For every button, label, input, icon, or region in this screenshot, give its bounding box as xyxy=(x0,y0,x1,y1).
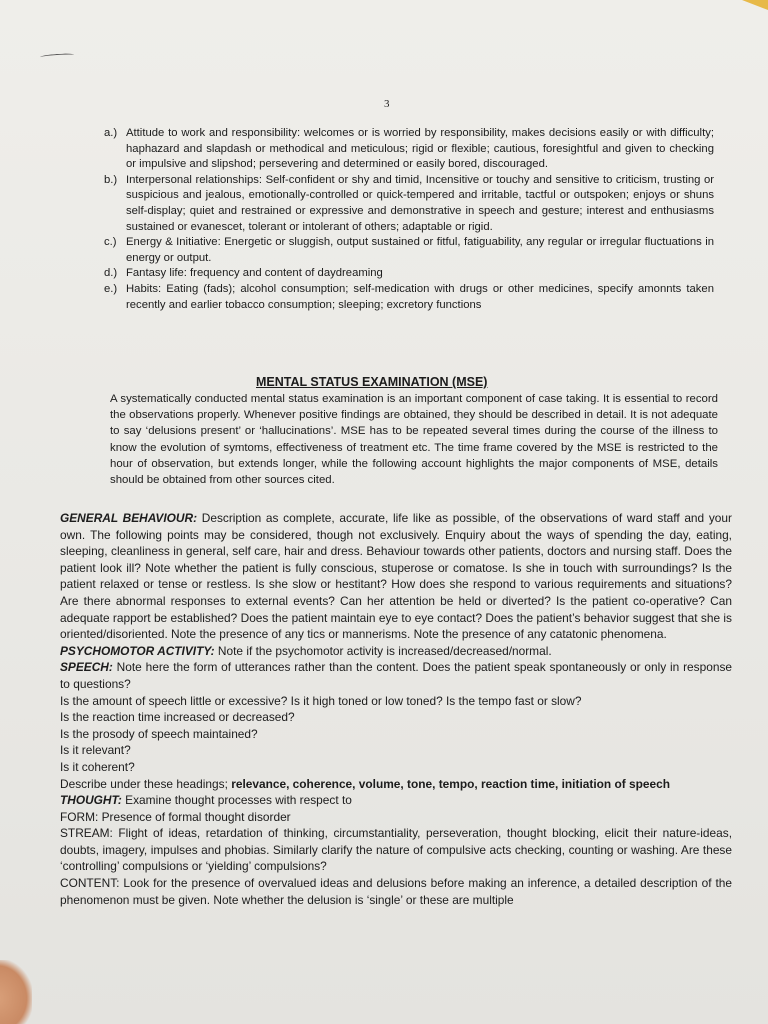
thought-text: Examine thought processes with respect to xyxy=(121,793,352,808)
general-behaviour-text: Description as complete, accurate, life like as possible, of the observations of ward staff and your own. The following points may be considered, though not exclusively. Enquiry about the ways of spending the day, eating, sleeping, cleanliness in general, self care, hair and dress. Behaviour towards other patients, doctors and nursing staff. Does the patient look ill? Note whether the patient is fully conscious, stuperose or comatose. Is she in touch with surroundings? Is the patient relaxed or tense or restless. Is she slow or hestitant? How does she respond to various requirements and situations? Are there abnormal responses to external events? Can her attention be held or diverted? Is the patient co-operative? Can adequate rapport be established? Does the patient maintain eye to eye contact? Does the patient’s behavior suggest that she is oriented/disoriented. Note the presence of any tics or mannerisms. Note the presence of any catatonic phenomena. xyxy=(60,511,732,642)
list-item-text: Energy & Initiative: Energetic or sluggish, output sustained or fitful, fatiguability, any regular or irregular fluctuations in energy or output. xyxy=(126,236,714,264)
section-title: MENTAL STATUS EXAMINATION (MSE) xyxy=(256,375,488,389)
corner-edge xyxy=(742,0,768,10)
list-marker: d.) xyxy=(104,267,118,280)
psychomotor-heading: PSYCHOMOTOR ACTIVITY: xyxy=(60,643,215,658)
speech-question: Is the reaction time increased or decreased? xyxy=(60,710,295,725)
list-item xyxy=(104,173,714,235)
list-item xyxy=(104,282,714,313)
thought-paragraph xyxy=(60,792,732,809)
list-item xyxy=(104,126,714,173)
list-marker: b.) xyxy=(104,173,118,186)
list-item-text: Attitude to work and responsibility: welcomes or is worried by responsibility, makes decisions easily or with difficulty; haphazard and slapdash or methodical and meticulous; rigid or flexible; cautious, foresightful and given to checking or impulsive and slipshod; persevering and determined or easily bored, discouraged. xyxy=(126,127,714,171)
thought-form: FORM: Presence of formal thought disorder xyxy=(60,809,291,824)
thought-heading: THOUGHT: xyxy=(60,793,122,808)
speech-question: Is the prosody of speech maintained? xyxy=(60,726,258,741)
list-item-text: Interpersonal relationships: Self-confident or shy and timid, Incensitive or touchy and sensitive to criticism, trusting or suspicious and jealous, emotionally-controlled or quick-tempered and irritable, tactful or outspoken; enjoys or shuns self-display; quiet and restrained or expressive and demonstrative in speech and gesture; interest and enthusiasms sustained or evanescet, tolerant or intolerant of others; adaptable or rigid. xyxy=(126,173,714,233)
pen-mark xyxy=(40,53,74,59)
list-marker: a.) xyxy=(104,127,118,139)
speech-describe-headings: relevance, coherence, volume, tone, tempo, reaction time, initiation of speech xyxy=(231,776,670,791)
mse-intro: A systematically conducted mental status examination is an important component of case taking. It is essential to record the observations properly. Whenever positive findings are obtained, they should be described in detail. It is not adequate to say ‘delusions present’ or ‘hallucinations’. MSE has to be repeated several times during the course of the illness to know the evolution of symtoms, effectiveness of treatment etc. The time frame covered by the MSE is restricted to the hour of observation, but extends longer, while the following account highlights the major components of MSE, details should be obtained from other sources cited. xyxy=(110,393,718,487)
speech-paragraph xyxy=(60,659,732,692)
page-number: 3 xyxy=(384,98,390,110)
speech-question: Is the amount of speech little or excessive? Is it high toned or low toned? Is the tempo fast or slow? xyxy=(60,693,582,708)
speech-question: Is it coherent? xyxy=(60,759,135,774)
general-behaviour-heading: GENERAL BEHAVIOUR: xyxy=(60,511,198,525)
general-behaviour-paragraph xyxy=(60,510,732,643)
list-item-text: Habits: Eating (fads); alcohol consumption; self-medication with drugs or other medicines, specify amonnts taken recently and earlier tobacco consumption; sleeping; excretory functions xyxy=(126,282,714,311)
speech-describe xyxy=(60,776,732,793)
speech-describe-prefix: Describe under these headings; xyxy=(60,776,232,791)
personality-list xyxy=(104,126,714,313)
list-marker: c.) xyxy=(104,236,117,249)
thought-content: CONTENT: Look for the presence of overvalued ideas and delusions before making an inference, a detailed description of the phenomenon must be given. Note whether the delusion is ‘single’ or these are multiple xyxy=(60,876,732,907)
list-marker: e.) xyxy=(104,282,118,295)
list-item xyxy=(104,266,714,282)
thought-stream: STREAM: Flight of ideas, retardation of thinking, circumstantiality, perseveration, thought blocking, elicit their nature-ideas, doubts, imagery, impulses and phobias. Similarly clarify the nature of compulsive acts checking, counting or washing. Are these ‘controlling’ compulsions or ‘yielding’ compulsions? xyxy=(60,826,732,874)
list-item xyxy=(104,235,714,266)
speech-text: Note here the form of utterances rather than the content. Does the patient speak spontaneously or only in response to questions? xyxy=(60,660,732,691)
mse-body xyxy=(60,510,732,908)
thumb-shadow xyxy=(0,960,32,1024)
list-item-text: Fantasy life: frequency and content of daydreaming xyxy=(126,267,383,280)
psychomotor-paragraph xyxy=(60,643,732,660)
psychomotor-text: Note if the psychomotor activity is increased/decreased/normal. xyxy=(214,643,552,658)
speech-heading: SPEECH: xyxy=(60,660,113,675)
speech-question: Is it relevant? xyxy=(60,743,131,758)
